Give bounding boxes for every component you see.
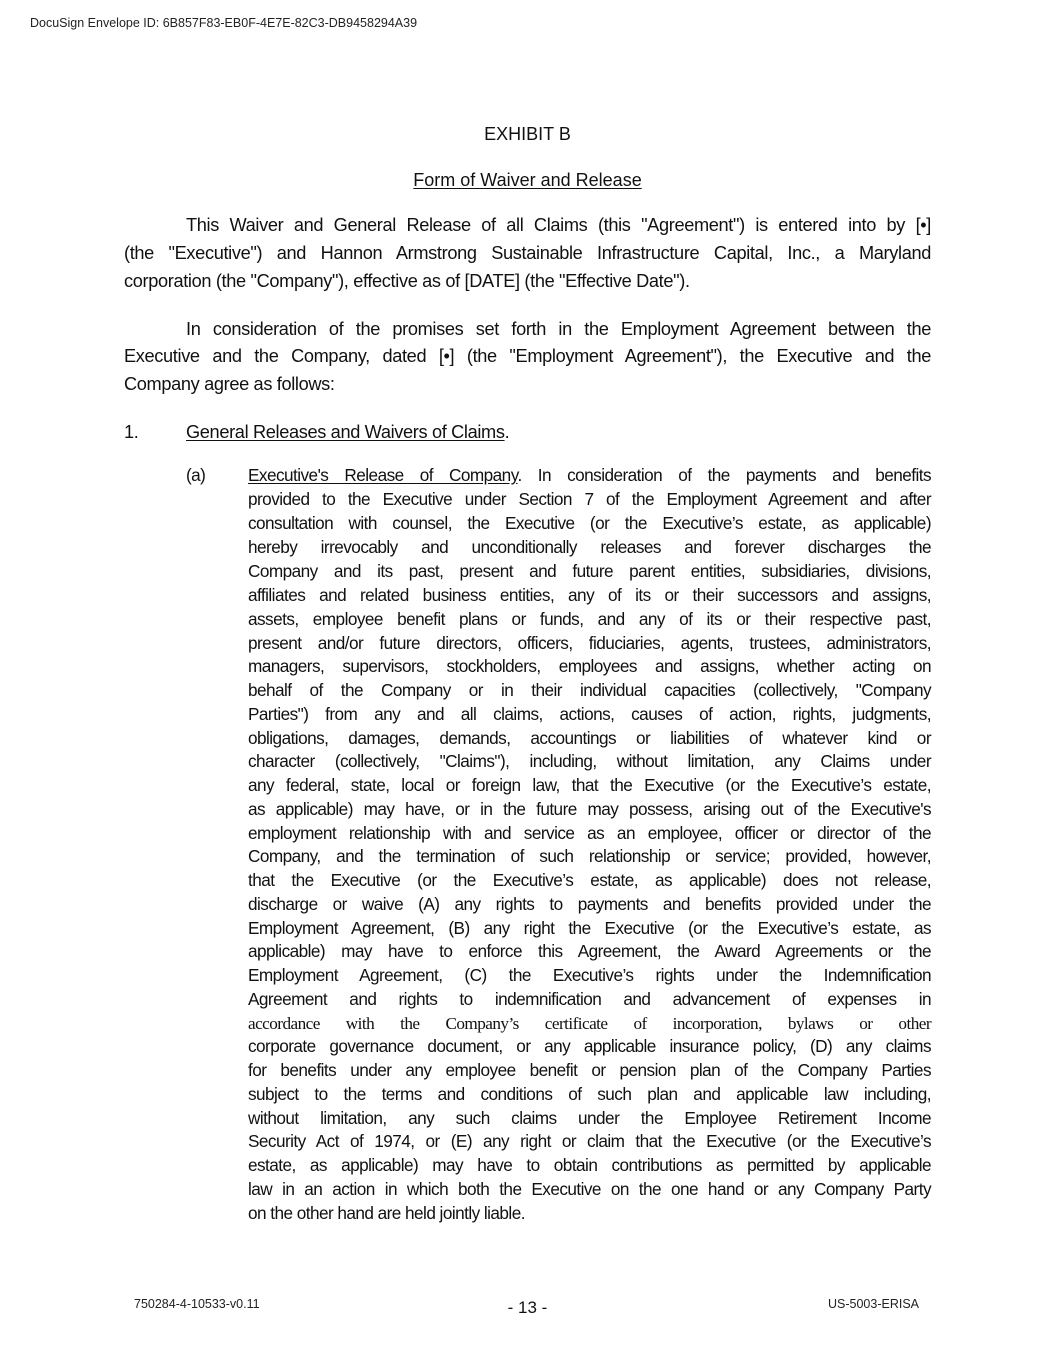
subsection-line: Parties") from any and all claims, actions, causes of action, rights, judgments, [248, 704, 931, 724]
envelope-id: DocuSign Envelope ID: 6B857F83-EB0F-4E7E-82C3-DB9458294A39 [30, 16, 418, 30]
subsection-line: provided to the Executive under Section 7 of the Employment Agreement and after [248, 489, 931, 509]
subsection-line: present and/or future directors, officers, fiduciaries, agents, trustees, administrators, [248, 633, 931, 653]
subsection-line: estate, as applicable) may have to obtain contributions as permitted by applicable [248, 1155, 931, 1175]
intro-line-1: This Waiver and General Release of all Claims (this "Agreement") is entered into by [•] [186, 215, 931, 235]
subsection-line: Security Act of 1974, or (E) any right or claim that the Executive (or the Executive’s [248, 1131, 931, 1151]
consideration-line-3: Company agree as follows: [124, 374, 335, 394]
subsection-line: applicable) may have to enforce this Agreement, the Award Agreements or the [248, 941, 931, 961]
subsection-line: consultation with counsel, the Executive (or the Executive’s estate, as applicable) [248, 513, 931, 533]
subsection-line: obligations, damages, demands, accountings or liabilities of whatever kind or [248, 728, 931, 748]
section-heading: General Releases and Waivers of Claims [186, 422, 505, 442]
footer-template-code: US-5003-ERISA [828, 1297, 920, 1311]
subsection-line: for benefits under any employee benefit or pension plan of the Company Parties [248, 1060, 931, 1080]
consideration-line-2: Executive and the Company, dated [•] (the "Employment Agreement"), the Executive and the [124, 346, 931, 366]
subsection-label: (a) [186, 465, 206, 485]
section-number: 1. [124, 422, 139, 442]
subsection-line: affiliates and related business entities, any of its or their successors and assigns, [248, 585, 931, 605]
footer-doc-number: 750284-4-10533-v0.11 [134, 1297, 260, 1311]
subsection-line: without limitation, any such claims under the Employee Retirement Income [248, 1108, 931, 1128]
subsection-line: discharge or waive (A) any rights to payments and benefits provided under the [248, 894, 931, 914]
subsection-line: managers, supervisors, stockholders, employees and assigns, whether acting on [248, 656, 931, 676]
subsection-heading: Executive's Release of Company [248, 465, 518, 485]
subsection-line: Company and its past, present and future parent entities, subsidiaries, divisions, [248, 561, 931, 581]
page-number: - 13 - [507, 1298, 548, 1317]
subsection-line: employment relationship with and service as an employee, officer or director of the [248, 823, 931, 843]
subsection-line: behalf of the Company or in their individual capacities (collectively, "Company [248, 680, 931, 700]
subsection-line: that the Executive (or the Executive’s estate, as applicable) does not release, [248, 870, 931, 890]
subsection-line: Employment Agreement, (B) any right the Executive (or the Executive’s estate, as [248, 918, 931, 938]
subsection-line: assets, employee benefit plans or funds, and any of its or their respective past, [248, 609, 931, 629]
subsection-line: as applicable) may have, or in the future may possess, arising out of the Executive's [248, 799, 931, 819]
subsection-line: on the other hand are held jointly liable. [248, 1203, 525, 1223]
consideration-line-1: In consideration of the promises set forth in the Employment Agreement between the [186, 319, 931, 339]
subsection-line: hereby irrevocably and unconditionally releases and forever discharges the [248, 537, 931, 557]
subsection-line: corporate governance document, or any applicable insurance policy, (D) any claims [248, 1036, 931, 1056]
exhibit-title: EXHIBIT B [484, 124, 571, 144]
subsection-line: law in an action in which both the Executive on the one hand or any Company Party [248, 1179, 931, 1199]
intro-line-3: corporation (the "Company"), effective as of [DATE] (the "Effective Date"). [124, 271, 690, 291]
subsection-line: subject to the terms and conditions of such plan and applicable law including, [248, 1084, 931, 1104]
subsection-line: accordance with the Company’s certificate of incorporation, bylaws or other [248, 1014, 931, 1033]
subsection-line: Agreement and rights to indemnification and advancement of expenses in [248, 989, 931, 1009]
subsection-line: any federal, state, local or foreign law, that the Executive (or the Executive’s estate, [248, 775, 931, 795]
subsection-line: Company, and the termination of such relationship or service; provided, however, [248, 846, 931, 866]
subsection-line: character (collectively, "Claims"), including, without limitation, any Claims under [248, 751, 931, 771]
section-heading-period: . [504, 422, 510, 442]
subsection-line: Employment Agreement, (C) the Executive’s rights under the Indemnification [248, 965, 931, 985]
subsection-line-1: Executive's Release of Company. In consideration of the payments and benefits [248, 465, 931, 485]
intro-line-2: (the "Executive") and Hannon Armstrong Sustainable Infrastructure Capital, Inc., a Maryland [124, 243, 931, 263]
form-title: Form of Waiver and Release [413, 170, 642, 190]
